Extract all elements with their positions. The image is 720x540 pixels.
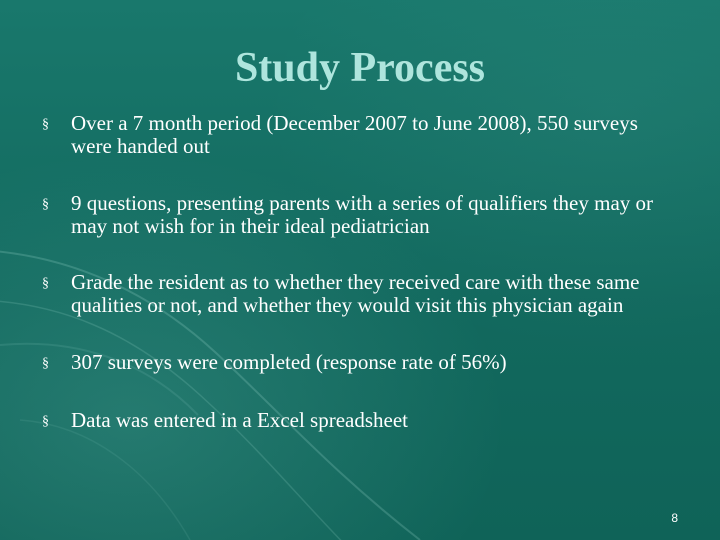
bullet-text: 9 questions, presenting parents with a series of qualifiers they may or may not wish for in their ideal pediatrician: [71, 191, 654, 238]
bullet-item: [42, 409, 682, 432]
bullet-item: [42, 112, 682, 158]
bullet-text: 307 surveys were completed (response rate of 56%): [71, 350, 507, 374]
bullet-text: Grade the resident as to whether they received care with these same qualities or not, and whether they would visit this physician again: [71, 270, 640, 317]
bullet-marker-icon: §: [42, 414, 49, 429]
page-number: 8: [671, 511, 678, 525]
bullet-marker-icon: §: [42, 197, 49, 212]
bullet-item: [42, 271, 682, 317]
bullet-text: Over a 7 month period (December 2007 to June 2008), 550 surveys were handed out: [71, 111, 638, 158]
bullet-item: [42, 192, 682, 238]
bullet-marker-icon: §: [42, 117, 49, 132]
bullet-marker-icon: §: [42, 356, 49, 371]
bullet-text: Data was entered in a Excel spreadsheet: [71, 408, 409, 432]
bullet-list: [42, 112, 682, 432]
bullet-marker-icon: §: [42, 276, 49, 291]
slide-title: Study Process: [234, 45, 486, 91]
bullet-item: [42, 351, 682, 374]
